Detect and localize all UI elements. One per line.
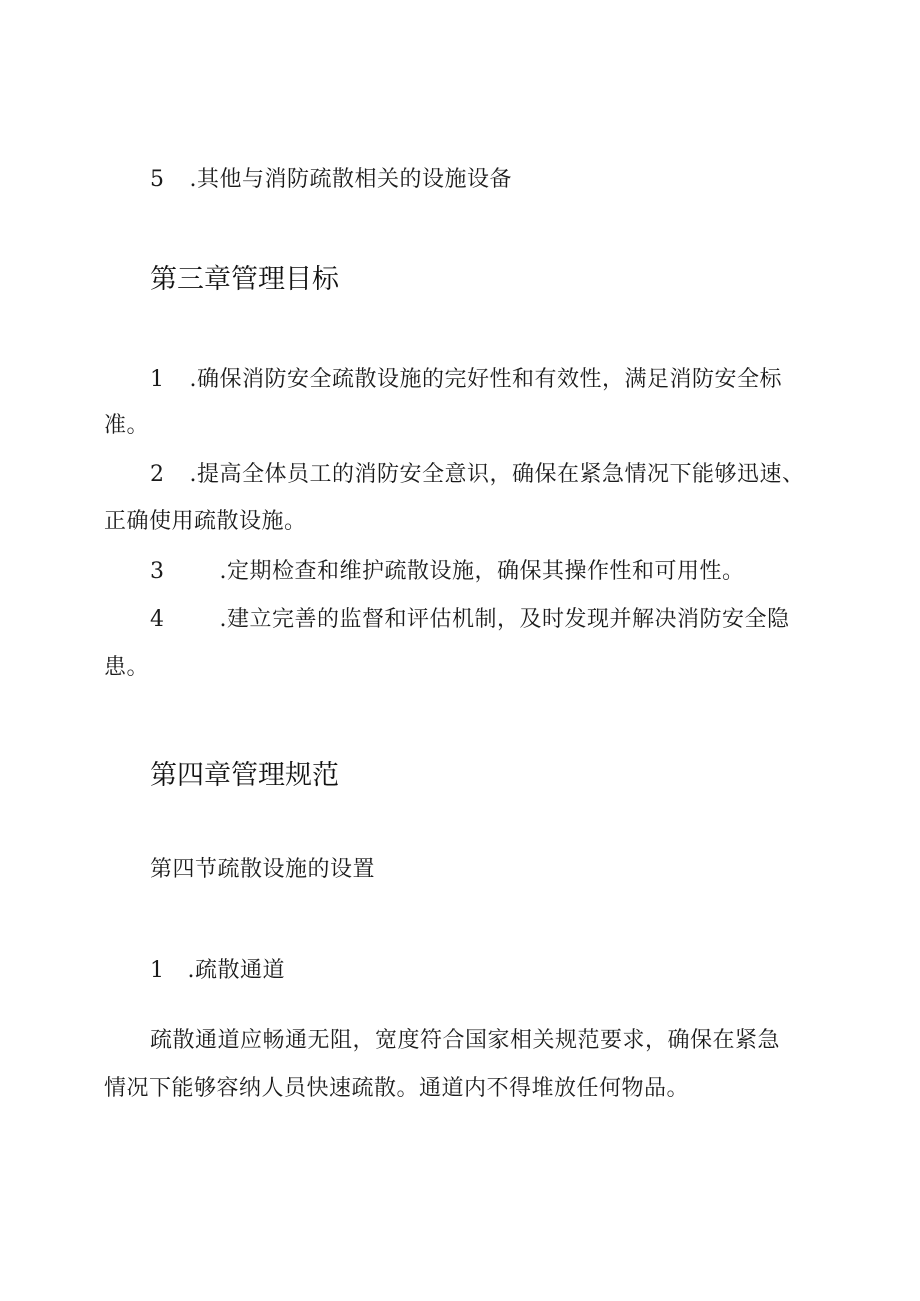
subsection-title xyxy=(150,956,285,986)
chapter-3-title: 第三章管理目标 xyxy=(150,264,339,295)
list-text: .确保消防安全疏散设施的完好性和有效性，满足消防安全标 xyxy=(189,367,782,392)
goal-item-4 xyxy=(150,605,790,635)
list-text: .建立完善的监督和评估机制，及时发现并解决消防安全隐 xyxy=(219,607,790,632)
list-text: .疏散通道 xyxy=(187,958,285,983)
list-number: 4 xyxy=(150,607,165,632)
paragraph-line-1: 疏散通道应畅通无阻，宽度符合国家相关规范要求，确保在紧急 xyxy=(150,1028,781,1053)
list-number: 3 xyxy=(150,559,165,584)
goal-item-4-continuation: 患。 xyxy=(104,655,150,680)
goal-item-1 xyxy=(150,365,782,395)
list-text: .其他与消防疏散相关的设施设备 xyxy=(189,167,512,192)
section-title: 第四节疏散设施的设置 xyxy=(150,857,376,882)
goal-item-2 xyxy=(150,460,805,490)
paragraph-line-2: 情况下能够容纳人员快速疏散。通道内不得堆放任何物品。 xyxy=(104,1076,690,1101)
goal-item-3 xyxy=(150,557,745,587)
goal-item-1-continuation: 准。 xyxy=(104,413,150,438)
goal-item-2-continuation: 正确使用疏散设施。 xyxy=(104,509,307,534)
list-number: 1 xyxy=(150,367,165,392)
list-number: 1 xyxy=(150,958,165,983)
list-text: .定期检查和维护疏散设施，确保其操作性和可用性。 xyxy=(219,559,745,584)
list-number: 2 xyxy=(150,462,165,487)
list-text: .提高全体员工的消防安全意识，确保在紧急情况下能够迅速、 xyxy=(189,462,805,487)
chapter-4-title: 第四章管理规范 xyxy=(150,760,339,791)
list-item-5 xyxy=(150,165,512,195)
list-number: 5 xyxy=(150,167,165,192)
